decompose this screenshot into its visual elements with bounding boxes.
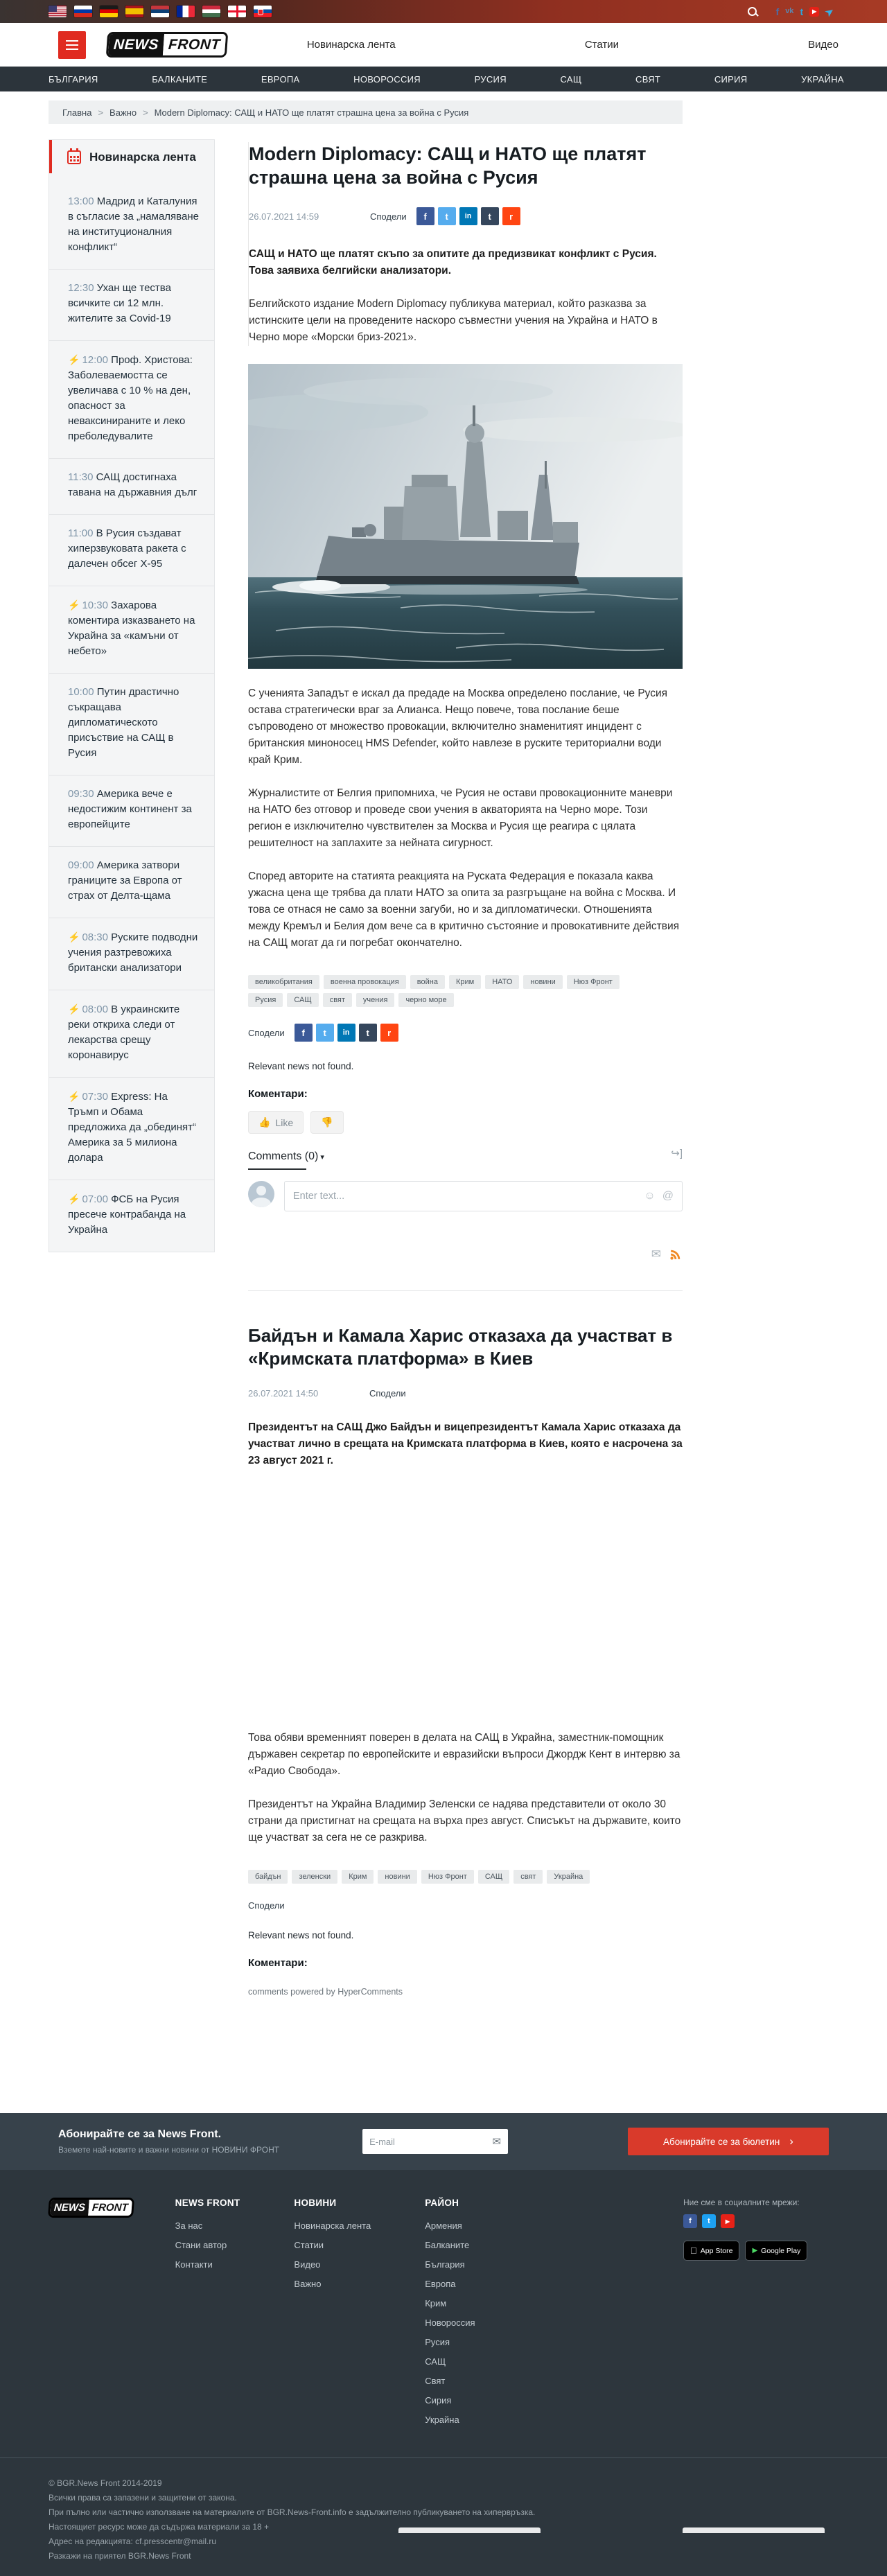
item-time: 09:30 <box>68 788 97 800</box>
share-label: Сподели <box>369 1388 406 1399</box>
article-lead: Президентът на САЩ Джо Байдън и вицепрезидентът Камала Харис отказаха да участват лично в срещата на Кримската платформа в Киев, която е насрочена за 23 август 2021 г. <box>248 1421 683 1466</box>
tag[interactable]: Русия <box>248 993 283 1007</box>
tag[interactable]: учения <box>356 993 395 1007</box>
news-feed-item[interactable] <box>49 269 214 340</box>
tag[interactable]: САЩ <box>287 993 318 1007</box>
article-paragraph: С ученията Западът е искал да предаде на Москва определено послание, че Русия остава стратегически враг за Алианса. Нещо повече, това послание беше съпроводено от множество провокации, включително знаменитият инцидент с британския миноносец HMS Defender, който навлезе в руските териториални води край Крим. <box>248 687 668 766</box>
article-image-warship <box>248 364 683 669</box>
language-flags <box>49 6 272 17</box>
article-paragraph: Президентът на Украйна Владимир Зеленски се надява представители от около 30 страни да пристигнат на срещата на върха през август. Списъкът на държавите, които ще участват за сега не се разкрива. <box>248 1798 681 1843</box>
site-logo[interactable] <box>106 32 228 58</box>
comments-heading: Коментари: <box>248 1088 308 1100</box>
tag[interactable]: великобритания <box>248 975 319 989</box>
tag[interactable]: байдън <box>248 1870 288 1884</box>
comment-placeholder: Enter text... <box>293 1191 345 1202</box>
footer-column-heading: NEWS FRONT <box>175 2198 240 2208</box>
share-linkedin-icon[interactable]: in <box>459 207 477 225</box>
usa-flag[interactable] <box>49 6 67 17</box>
header-nav-item[interactable]: Новинарска лента <box>306 39 396 51</box>
footer-column-heading: РАЙОН <box>425 2198 459 2208</box>
share-facebook-icon[interactable]: f <box>416 207 434 225</box>
twitter-icon[interactable]: t <box>800 6 804 17</box>
tag[interactable]: свят <box>513 1870 543 1884</box>
emoji-icon[interactable]: ☺ <box>644 1190 656 1202</box>
item-title: Ухан ще тества всичките си 12 млн. жителите за Covid-19 <box>68 282 171 324</box>
flash-icon: ⚡ <box>68 354 80 365</box>
item-time: 08:30 <box>82 931 112 943</box>
news-feed-item[interactable] <box>49 1180 214 1252</box>
logo-news: NEWS <box>50 2200 89 2216</box>
news-feed-item[interactable] <box>49 846 214 918</box>
relevant-news-text: Relevant news not found. <box>248 1930 354 1940</box>
email-icon[interactable]: ✉ <box>651 1247 661 1261</box>
subscribe-button-label: Абонирайте се за бюлетин <box>663 2136 780 2147</box>
tag[interactable]: САЩ <box>478 1870 509 1884</box>
russia-flag[interactable] <box>74 6 92 17</box>
thumb-down-icon: 👎 <box>321 1116 333 1128</box>
item-title: Руските подводни учения разтревожиха британски анализатори <box>68 931 198 974</box>
germany-flag[interactable] <box>100 6 118 17</box>
copyright-line: © BGR.News Front 2014-2019 <box>49 2478 162 2488</box>
article-date: 26.07.2021 14:50 <box>248 1388 319 1399</box>
share-facebook-icon[interactable]: f <box>295 1024 313 1042</box>
footer-social-label: Ние сме в социалните мрежи: <box>683 2198 800 2207</box>
dislike-button[interactable] <box>310 1111 343 1134</box>
flash-icon: ⚡ <box>68 1004 80 1015</box>
item-title: В Русия създават хиперзвуковата ракета с далечен обсег Х-95 <box>68 527 186 570</box>
footer-link[interactable]: Крим <box>425 2298 447 2308</box>
item-title: В украинските реки откриха следи от лекарства срещу коронавирус <box>68 1004 180 1061</box>
footer-link[interactable]: Видео <box>294 2259 321 2270</box>
region-nav-item[interactable]: ЕВРОПА <box>261 73 300 85</box>
item-title: Захарова коментира изказването на Украйна за «камъни от небето» <box>68 599 195 657</box>
share-label: Сподели <box>370 211 407 222</box>
flash-icon: ⚡ <box>68 599 80 611</box>
missing-image-placeholder <box>248 1469 683 1713</box>
site-footer <box>0 2170 887 2457</box>
facebook-icon[interactable]: f <box>683 2214 697 2228</box>
article-paragraph: Според авторите на статията реакцията на Руската Федерация е показала каква ужасна цена ще трябва да плати НАТО за опита за разгръщане на война с Москва. И това се отнася не само за военни загуби, но и за дипломатически. Отношенията между Кремъл и Белия дом вече са в критично състояние и провокативните действия на САЩ могат да ги погребат окончателно. <box>248 870 680 949</box>
breadcrumb-current: Modern Diplomacy: САЩ и НАТО ще платят страшна цена за война с Русия <box>154 107 469 118</box>
item-time: 07:00 <box>82 1193 112 1205</box>
tag[interactable]: Нюз Фронт <box>567 975 620 989</box>
footer-link[interactable]: За нас <box>175 2220 203 2231</box>
tag[interactable]: Крим <box>342 1870 374 1884</box>
google-play-label: Google Play <box>754 2245 794 2254</box>
copyright-line: Всички права са запазени и защитени от закона. <box>49 2493 237 2503</box>
app-store-icon <box>690 2245 697 2256</box>
app-store-label: App Store <box>694 2245 726 2254</box>
region-nav-item[interactable]: РУСИЯ <box>474 73 507 85</box>
footer-link[interactable]: Сирия <box>425 2395 452 2406</box>
news-feed-item[interactable] <box>49 673 214 775</box>
footer-link[interactable]: Европа <box>425 2279 456 2289</box>
tag[interactable]: Нюз Фронт <box>421 1870 474 1884</box>
share-tumblr-icon[interactable]: t <box>359 1024 377 1042</box>
subscribe-subtitle: Вземете най-новите и важни новини от НОВИНИ ФРОНТ <box>58 2145 280 2155</box>
logo-front: FRONT <box>88 2200 132 2216</box>
footer-link[interactable]: Важно <box>294 2279 322 2289</box>
article-2 <box>248 1324 683 1997</box>
share-twitter-icon[interactable]: t <box>316 1024 334 1042</box>
comments-underline <box>248 1168 306 1170</box>
share-label: Сподели <box>248 1027 285 1038</box>
item-title: Мадрид и Каталуния в съгласие за „намаляване на институционалния конфликт“ <box>68 195 199 253</box>
hungary-flag[interactable] <box>202 6 220 17</box>
app-badges <box>683 2241 829 2261</box>
news-feed-item[interactable] <box>49 918 214 990</box>
breadcrumb-separator: > <box>143 107 148 118</box>
footer-column <box>175 2198 240 2434</box>
news-feed-item[interactable] <box>49 586 214 673</box>
tag[interactable]: Украйна <box>547 1870 590 1884</box>
breadcrumb-link[interactable]: Главна <box>62 107 92 118</box>
footer-link[interactable]: Новороссия <box>425 2317 475 2328</box>
news-feed-item[interactable] <box>49 775 214 846</box>
facebook-icon[interactable]: f <box>775 6 780 17</box>
like-label: Like <box>275 1116 294 1128</box>
article-date: 26.07.2021 14:59 <box>249 211 319 222</box>
breadcrumb <box>49 100 683 124</box>
item-time: 12:30 <box>68 282 97 294</box>
header-nav <box>307 39 838 51</box>
breadcrumb-link[interactable]: Важно <box>109 107 137 118</box>
footer-link[interactable]: Статии <box>294 2240 324 2250</box>
footer-link[interactable]: Украйна <box>425 2415 459 2425</box>
article-paragraph: Белгийското издание Modern Diplomacy публикува материал, който разказва за истинските цели на проведените наскоро съвместни учения на Украйна и НАТО в Черно море «Морски бриз-2021». <box>249 298 658 343</box>
regions-nav <box>0 67 887 91</box>
region-nav-item[interactable]: НОВОРОССИЯ <box>353 73 421 85</box>
vk-icon[interactable]: vk <box>785 7 794 15</box>
top-bar <box>0 0 887 23</box>
tag[interactable]: зеленски <box>292 1870 337 1884</box>
share-label: Сподели <box>248 1900 285 1911</box>
spain-flag[interactable] <box>125 6 143 17</box>
footer-link[interactable]: Новинарска лента <box>294 2220 371 2231</box>
envelope-icon: ✉ <box>492 2136 502 2148</box>
bottom-widget-tabs <box>398 2527 825 2533</box>
news-feed-title: Новинарска лента <box>89 150 196 164</box>
footer-social-icons <box>683 2214 829 2228</box>
share-twitter-icon[interactable]: t <box>438 207 456 225</box>
menu-button[interactable] <box>58 31 86 59</box>
flash-icon: ⚡ <box>68 931 80 943</box>
region-nav-item[interactable]: СИРИЯ <box>714 73 748 85</box>
copyright-line: При пълно или частично използване на материалите от BGR.News-Front.info е задължително публикуването на хипервръзка. <box>49 2507 536 2517</box>
comments-count-dropdown[interactable]: Comments (0) ▾ <box>248 1150 324 1163</box>
tag[interactable]: новини <box>523 975 562 989</box>
news-feed-sidebar <box>49 139 215 1252</box>
item-time: 11:00 <box>68 527 96 539</box>
copyright-line: Разкажи на приятел BGR.News Front <box>49 2551 191 2561</box>
like-button[interactable] <box>248 1111 304 1134</box>
subscribe-button[interactable] <box>628 2128 829 2155</box>
telegram-icon[interactable]: ➤ <box>823 4 836 19</box>
item-time: 07:30 <box>82 1091 112 1103</box>
region-nav-item[interactable]: СВЯТ <box>635 73 661 85</box>
arrow-icon: › <box>789 2135 793 2148</box>
article-paragraph: Това обяви временният поверен в делата на САЩ в Украйна, заместник-помощник държавен секретар по европейските и евразийски въпроси Джордж Кент в интервю за «Радио Свобода». <box>248 1732 680 1777</box>
france-flag[interactable] <box>177 6 195 17</box>
region-nav-item[interactable]: УКРАЙНА <box>801 73 844 85</box>
thumb-up-icon: 👍 <box>258 1116 271 1128</box>
news-feed-item[interactable] <box>49 514 214 586</box>
footer-link[interactable]: Армения <box>425 2220 462 2231</box>
footer-logo[interactable] <box>48 2198 134 2218</box>
footer-column <box>294 2198 371 2434</box>
copyright-line: Настоящиет ресурс може да съдържа материали за 18 + <box>49 2522 270 2532</box>
share-tumblr-icon[interactable]: t <box>481 207 499 225</box>
subscribe-band <box>0 2113 887 2170</box>
slovakia-flag[interactable] <box>254 6 272 17</box>
share-reddit-icon[interactable]: r <box>380 1024 398 1042</box>
article-tags <box>248 1870 636 1884</box>
news-feed-item[interactable] <box>49 990 214 1077</box>
article-lead: САЩ и НАТО ще платят скъпо за опитите да предизвикат конфликт с Русия. Това заявиха белгийски анализатори. <box>249 248 657 277</box>
footer-link[interactable]: Русия <box>425 2337 450 2347</box>
item-title: Америка затвори границите за Европа от страх от Делта-щама <box>68 859 182 902</box>
news-feed-header <box>49 140 214 173</box>
item-time: 11:30 <box>68 471 96 483</box>
comment-input[interactable] <box>284 1181 683 1211</box>
item-time: 10:30 <box>82 599 112 611</box>
logo-news: NEWS <box>108 34 164 55</box>
flash-icon: ⚡ <box>68 1193 80 1204</box>
attach-icon[interactable]: @ <box>662 1190 674 1202</box>
google-play-badge[interactable] <box>745 2241 807 2261</box>
email-field[interactable] <box>362 2129 508 2154</box>
article-title: Modern Diplomacy: САЩ и НАТО ще платят страшна цена за война с Русия <box>249 143 647 188</box>
item-title: САЩ достигнаха тавана на държавния дълг <box>68 471 197 498</box>
topbar-social-icons <box>775 4 836 19</box>
share-icons <box>416 207 520 225</box>
item-time: 08:00 <box>82 1004 112 1015</box>
share-icons <box>295 1024 398 1042</box>
header-nav-item[interactable]: Статии <box>584 39 619 51</box>
google-play-icon: ▶ <box>745 2245 751 2254</box>
footer-link[interactable]: Стани автор <box>175 2240 227 2250</box>
share-reddit-icon[interactable]: r <box>502 207 520 225</box>
footer-link[interactable]: Контакти <box>175 2259 213 2270</box>
news-feed-item[interactable] <box>49 458 214 514</box>
tag[interactable]: НАТО <box>485 975 519 989</box>
email-placeholder: E-mail <box>369 2136 395 2147</box>
item-time: 12:00 <box>82 354 112 366</box>
news-feed-item[interactable] <box>49 340 214 458</box>
article-title: Байдън и Камала Харис отказаха да участват в «Кримската платформа» в Киев <box>248 1325 673 1369</box>
twitter-icon[interactable]: t <box>702 2214 716 2228</box>
item-time: 09:00 <box>68 859 97 871</box>
comments-widget <box>248 1111 683 1261</box>
article-tags <box>248 975 636 1007</box>
footer-column-heading: НОВИНИ <box>294 2198 337 2208</box>
item-title: Путин драстично съкращава дипломатическото присъствие на САЩ в Русия <box>68 686 179 759</box>
article-divider <box>248 1290 683 1291</box>
subscribe-title: Абонирайте се за News Front. <box>58 2128 222 2140</box>
item-time: 10:00 <box>68 686 97 698</box>
site-header <box>0 23 887 67</box>
copyright-line: Адрес на редакцията: cf.presscentr@mail.ru <box>49 2536 216 2546</box>
breadcrumb-separator: > <box>98 107 104 118</box>
tag[interactable]: новини <box>378 1870 416 1884</box>
footer-link[interactable]: Свят <box>425 2376 446 2386</box>
tag[interactable]: черно море <box>398 993 453 1007</box>
item-title: Проф. Христова: Заболеваемостта се увеличава с 10 % на ден, опасност за неваксинираните и леко преболедувалите <box>68 354 193 442</box>
rss-icon[interactable] <box>669 1249 681 1261</box>
region-nav-item[interactable]: БАЛКАНИТЕ <box>152 73 208 85</box>
relevant-news-text: Relevant news not found. <box>248 1061 354 1071</box>
news-feed-item[interactable] <box>49 1077 214 1180</box>
app-store-badge[interactable] <box>683 2241 739 2261</box>
hypercomments-credit[interactable]: comments powered by HyperComments <box>248 1987 403 1997</box>
search-icon[interactable] <box>747 6 758 17</box>
tag[interactable]: война <box>410 975 445 989</box>
youtube-icon[interactable]: ▶ <box>721 2214 735 2228</box>
footer-link[interactable]: САЩ <box>425 2356 446 2367</box>
georgia-flag[interactable] <box>228 6 246 17</box>
footer-column <box>425 2198 475 2434</box>
item-time: 13:00 <box>68 195 97 207</box>
item-title: Америка вече е недостижим континент за европейците <box>68 788 192 830</box>
serbia-flag[interactable] <box>151 6 169 17</box>
youtube-icon[interactable]: ▶ <box>809 7 819 17</box>
news-feed-item[interactable] <box>49 183 214 269</box>
item-title: Express: На Тръмп и Обама предложиха да „обединят“ Америка за 5 милиона долара <box>68 1091 197 1164</box>
article-paragraph: Журналистите от Белгия припомниха, че Русия не остави провокационните маневри на НАТО без отговор и проведе свои учения в акваторията на Черно море. Този регион е изключително чувствителен за Москва и Русия ще реагира с цялата решителност на заплахите за нейната сигурност. <box>248 787 673 849</box>
calendar-icon <box>67 150 81 164</box>
region-nav-item[interactable]: САЩ <box>560 73 582 85</box>
tag[interactable]: военна провокация <box>324 975 406 989</box>
flash-icon: ⚡ <box>68 1091 80 1102</box>
footer-link[interactable]: Балканите <box>425 2240 470 2250</box>
article-1 <box>248 142 683 1291</box>
footer-link[interactable]: България <box>425 2259 465 2270</box>
tag[interactable]: Крим <box>449 975 481 989</box>
copyright-block <box>0 2457 887 2576</box>
share-linkedin-icon[interactable]: in <box>337 1024 355 1042</box>
region-nav-item[interactable]: БЪЛГАРИЯ <box>49 73 98 85</box>
header-nav-item[interactable]: Видео <box>808 39 838 51</box>
login-icon[interactable]: ↪] <box>671 1148 683 1159</box>
item-title: ФСБ на Русия пресече контрабанда на Украйна <box>68 1193 186 1236</box>
comments-heading: Коментари: <box>248 1957 308 1969</box>
tag[interactable]: свят <box>323 993 352 1007</box>
main-column <box>248 139 683 1997</box>
avatar <box>248 1181 274 1207</box>
logo-front: FRONT <box>163 34 226 55</box>
